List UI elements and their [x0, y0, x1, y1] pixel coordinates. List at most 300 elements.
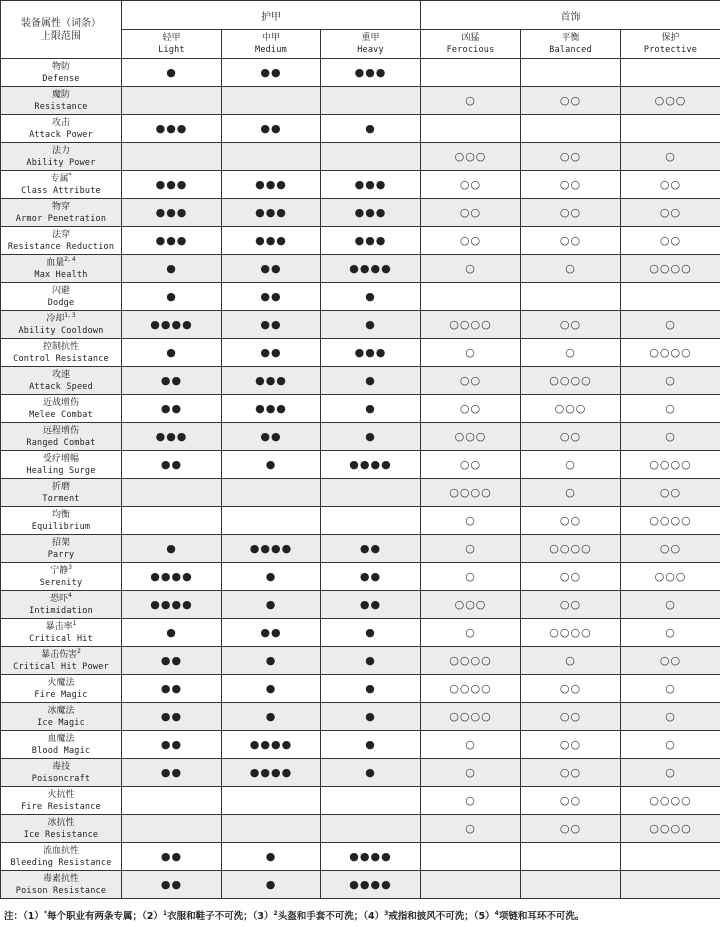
accessory-rating-cell: ○○○○ — [621, 787, 720, 815]
accessory-rating-cell: ○○ — [521, 507, 621, 535]
column-header-protective — [621, 30, 720, 59]
attribute-name-cn — [1, 397, 121, 409]
attribute-name-cell — [1, 59, 122, 87]
column-header-balanced — [521, 30, 621, 59]
armor-rating-cell: ●● — [222, 115, 321, 143]
armor-rating-cell: ●●● — [321, 227, 421, 255]
accessory-rating-cell — [521, 843, 621, 871]
attribute-name-en: Ice Magic — [37, 717, 85, 728]
attribute-name-cn — [1, 537, 121, 549]
footnote — [0, 899, 720, 922]
accessory-rating-cell: ○○○○ — [621, 255, 720, 283]
armor-rating-cell — [321, 479, 421, 507]
attribute-name-cell — [1, 675, 122, 703]
attribute-name-en: Dodge — [47, 297, 75, 308]
table-row — [1, 731, 720, 759]
attribute-cn-text: 法穿 — [51, 229, 70, 240]
accessory-rating-cell: ○ — [621, 395, 720, 423]
footnote-marker: 2 — [273, 909, 278, 917]
armor-rating-cell: ●● — [122, 871, 222, 899]
armor-rating-cell: ● — [321, 283, 421, 311]
column-header-medium — [222, 30, 321, 59]
accessory-rating-cell — [621, 843, 720, 871]
attribute-name-cell — [1, 703, 122, 731]
armor-rating-cell — [222, 787, 321, 815]
armor-rating-cell: ●● — [122, 843, 222, 871]
attribute-name-en: Ranged Combat — [26, 437, 96, 448]
table-row — [1, 255, 720, 283]
armor-rating-cell: ● — [321, 703, 421, 731]
attribute-cn-text: 毒素抗性 — [42, 873, 79, 884]
accessory-rating-cell: ○○○ — [421, 143, 521, 171]
attribute-name-cell — [1, 731, 122, 759]
attribute-name-cn — [1, 453, 121, 465]
accessory-rating-cell: ○ — [421, 255, 521, 283]
footnote-number: （2） — [142, 911, 163, 922]
column-header-ferocious — [421, 30, 521, 59]
armor-rating-cell: ●●● — [122, 227, 222, 255]
armor-rating-cell: ●●● — [321, 59, 421, 87]
table-row — [1, 591, 720, 619]
attribute-name-cell — [1, 339, 122, 367]
accessory-rating-cell — [421, 871, 521, 899]
attribute-cn-text: 血量 — [46, 257, 65, 268]
armor-rating-cell: ●●● — [321, 171, 421, 199]
accessory-rating-cell: ○○○ — [621, 563, 720, 591]
armor-rating-cell: ● — [222, 871, 321, 899]
corner-line-1: 装备属性（词条） — [21, 17, 101, 29]
column-header-en: Medium — [255, 45, 287, 55]
armor-rating-cell: ●●●● — [321, 871, 421, 899]
accessory-rating-cell: ○○ — [521, 675, 621, 703]
accessory-rating-cell: ○○○○ — [521, 619, 621, 647]
accessory-rating-cell: ○○ — [521, 87, 621, 115]
attribute-name-en: Critical Hit Power — [13, 661, 109, 672]
accessory-rating-cell: ○○○○ — [521, 535, 621, 563]
table-row — [1, 367, 720, 395]
armor-rating-cell — [321, 87, 421, 115]
attribute-cn-text: 均衡 — [51, 509, 70, 520]
footnote-marker: * — [43, 909, 48, 917]
footnote-marker: 2, 4 — [64, 255, 76, 263]
accessory-rating-cell: ○ — [421, 87, 521, 115]
attribute-name-cn — [1, 733, 121, 745]
armor-rating-cell — [122, 143, 222, 171]
column-header-cn: 平衡 — [561, 33, 580, 43]
attribute-name-cell — [1, 87, 122, 115]
accessory-rating-cell: ○○○○ — [621, 451, 720, 479]
attribute-name-en: Ice Resistance — [23, 829, 99, 840]
armor-rating-cell: ● — [321, 395, 421, 423]
armor-rating-cell: ●● — [321, 535, 421, 563]
accessory-rating-cell: ○○○○ — [421, 311, 521, 339]
armor-rating-cell: ●● — [122, 703, 222, 731]
accessory-rating-cell: ○○○○ — [621, 507, 720, 535]
accessory-rating-cell: ○○ — [621, 647, 720, 675]
attribute-name-cell — [1, 619, 122, 647]
table-row — [1, 143, 720, 171]
attribute-name-cn — [1, 313, 121, 325]
accessory-rating-cell: ○○○ — [621, 87, 720, 115]
column-header-en: Light — [158, 45, 185, 55]
footnote-marker: * — [68, 171, 72, 179]
accessory-rating-cell: ○○○ — [421, 423, 521, 451]
attribute-name-cell — [1, 395, 122, 423]
armor-rating-cell: ●●●● — [321, 451, 421, 479]
accessory-rating-cell: ○○ — [421, 367, 521, 395]
accessory-rating-cell — [421, 283, 521, 311]
attribute-name-cn — [1, 369, 121, 381]
armor-rating-cell — [122, 507, 222, 535]
armor-rating-cell: ●● — [222, 423, 321, 451]
armor-rating-cell — [222, 507, 321, 535]
armor-rating-cell: ●● — [122, 451, 222, 479]
attribute-name-en: Serenity — [39, 577, 83, 588]
column-header-en: Heavy — [357, 45, 384, 55]
accessory-rating-cell: ○ — [521, 255, 621, 283]
footnote-number: （4） — [363, 911, 385, 922]
footnote-text: 戒指和披风不可洗； — [388, 911, 474, 922]
armor-rating-cell: ● — [222, 563, 321, 591]
table-row — [1, 647, 720, 675]
accessory-rating-cell — [521, 283, 621, 311]
armor-rating-cell: ●●● — [321, 199, 421, 227]
table-row — [1, 675, 720, 703]
accessory-rating-cell: ○ — [621, 619, 720, 647]
armor-rating-cell: ●● — [222, 255, 321, 283]
attribute-cn-text: 毒技 — [51, 761, 70, 772]
armor-rating-cell: ●●● — [222, 171, 321, 199]
attribute-name-en: Fire Resistance — [21, 801, 101, 812]
attribute-name-cn — [1, 285, 121, 297]
armor-rating-cell: ● — [321, 619, 421, 647]
accessory-rating-cell: ○○ — [421, 171, 521, 199]
attribute-name-cell — [1, 843, 122, 871]
armor-rating-cell: ●●●● — [222, 731, 321, 759]
table-row — [1, 815, 720, 843]
footnote-marker: 2 — [77, 647, 81, 655]
armor-rating-cell: ●● — [122, 675, 222, 703]
footnote-marker: 3 — [384, 909, 389, 917]
attribute-name-en: Healing Surge — [26, 465, 96, 476]
accessory-rating-cell — [621, 283, 720, 311]
accessory-rating-cell: ○○ — [521, 199, 621, 227]
armor-rating-cell: ●●● — [222, 199, 321, 227]
armor-rating-cell: ●● — [122, 395, 222, 423]
accessory-rating-cell: ○○ — [421, 227, 521, 255]
accessory-rating-cell — [421, 59, 521, 87]
attribute-name-cn — [1, 201, 121, 213]
footnote-prefix: 注： — [4, 911, 24, 922]
armor-rating-cell: ●●● — [122, 171, 222, 199]
attribute-name-cell — [1, 171, 122, 199]
accessory-rating-cell: ○○○○ — [621, 815, 720, 843]
armor-rating-cell: ●●● — [321, 339, 421, 367]
armor-rating-cell: ● — [222, 451, 321, 479]
attribute-cn-text: 法力 — [51, 145, 70, 156]
table-row — [1, 311, 720, 339]
accessory-rating-cell: ○ — [421, 815, 521, 843]
armor-rating-cell: ●● — [122, 647, 222, 675]
footnote-text: 项链和耳环不可洗。 — [498, 911, 585, 922]
footnote-text: 衣服和鞋子不可洗； — [167, 911, 253, 922]
accessory-rating-cell: ○ — [621, 675, 720, 703]
accessory-rating-cell: ○○○○ — [421, 479, 521, 507]
accessory-rating-cell: ○ — [421, 535, 521, 563]
accessory-rating-cell: ○ — [421, 787, 521, 815]
armor-rating-cell — [321, 815, 421, 843]
accessory-rating-cell: ○ — [521, 451, 621, 479]
attribute-name-cell — [1, 787, 122, 815]
accessory-rating-cell: ○○ — [421, 395, 521, 423]
attribute-name-cn — [1, 229, 121, 241]
armor-rating-cell: ●●● — [222, 367, 321, 395]
corner-header — [1, 1, 122, 59]
footnote-text: 每个职业有两条专属； — [47, 911, 143, 922]
attribute-name-en: Fire Magic — [34, 689, 88, 700]
armor-rating-cell: ● — [321, 759, 421, 787]
attribute-name-en: Control Resistance — [13, 353, 109, 364]
attribute-name-cell — [1, 451, 122, 479]
table-row — [1, 115, 720, 143]
attribute-name-cell — [1, 283, 122, 311]
armor-rating-cell: ● — [122, 283, 222, 311]
armor-rating-cell — [222, 479, 321, 507]
footnote-marker: 1, 3 — [64, 311, 76, 319]
accessory-rating-cell — [621, 115, 720, 143]
accessory-rating-cell: ○○ — [521, 311, 621, 339]
table-row — [1, 843, 720, 871]
table-row — [1, 423, 720, 451]
accessory-rating-cell — [421, 115, 521, 143]
attribute-name-cell — [1, 647, 122, 675]
attribute-name-en: Critical Hit — [29, 633, 93, 644]
attribute-name-cell — [1, 143, 122, 171]
table-row — [1, 59, 720, 87]
attribute-cn-text: 闪避 — [51, 285, 70, 296]
column-header-light — [122, 30, 222, 59]
attribute-name-en: Bleeding Resistance — [10, 857, 112, 868]
attribute-cn-text: 控制抗性 — [42, 341, 79, 352]
accessory-rating-cell: ○ — [421, 759, 521, 787]
armor-rating-cell: ●●● — [122, 115, 222, 143]
attribute-cn-text: 折磨 — [51, 481, 70, 492]
accessory-rating-cell: ○ — [621, 591, 720, 619]
attribute-cn-text: 暴击伤害 — [41, 649, 78, 660]
armor-rating-cell: ● — [321, 115, 421, 143]
attribute-name-cell — [1, 563, 122, 591]
attribute-name-en: Poisoncraft — [31, 773, 91, 784]
attribute-name-en: Poison Resistance — [15, 885, 107, 896]
attribute-cn-text: 流血抗性 — [42, 845, 79, 856]
armor-rating-cell: ● — [321, 675, 421, 703]
armor-rating-cell: ●●●● — [122, 311, 222, 339]
attribute-name-en: Parry — [47, 549, 75, 560]
attribute-name-cn — [1, 117, 121, 129]
accessory-rating-cell: ○ — [421, 507, 521, 535]
attribute-cn-text: 魔防 — [51, 89, 70, 100]
attribute-name-en: Resistance Reduction — [7, 241, 115, 252]
accessory-rating-cell: ○○ — [621, 199, 720, 227]
accessory-rating-cell: ○○ — [621, 171, 720, 199]
table-row — [1, 227, 720, 255]
armor-rating-cell: ●● — [222, 283, 321, 311]
accessory-rating-cell: ○ — [421, 563, 521, 591]
armor-rating-cell: ● — [321, 647, 421, 675]
attribute-name-cn — [1, 761, 121, 773]
table-row — [1, 87, 720, 115]
accessory-rating-cell: ○○ — [521, 563, 621, 591]
attribute-name-cn — [1, 705, 121, 717]
attribute-cn-text: 招架 — [51, 537, 70, 548]
attribute-name-en: Attack Power — [29, 129, 93, 140]
footnote-marker: 4 — [68, 591, 72, 599]
armor-rating-cell: ●●●● — [321, 843, 421, 871]
attribute-name-cell — [1, 871, 122, 899]
accessory-rating-cell — [621, 871, 720, 899]
footnote-number: （3） — [252, 911, 274, 922]
armor-rating-cell: ● — [122, 619, 222, 647]
attribute-name-cn — [1, 649, 121, 661]
table-row — [1, 339, 720, 367]
attribute-name-cn — [1, 173, 121, 185]
accessory-rating-cell: ○○ — [421, 451, 521, 479]
table-row — [1, 563, 720, 591]
attribute-name-en: Ability Power — [26, 157, 96, 168]
attribute-name-cn — [1, 89, 121, 101]
accessory-rating-cell: ○○○○ — [521, 367, 621, 395]
attribute-cn-text: 攻速 — [51, 369, 70, 380]
accessory-rating-cell — [521, 871, 621, 899]
accessory-rating-cell: ○ — [421, 731, 521, 759]
attribute-name-en: Equilibrium — [31, 521, 91, 532]
table-row — [1, 787, 720, 815]
attribute-name-en: Ability Cooldown — [18, 325, 104, 336]
accessory-rating-cell: ○○ — [521, 143, 621, 171]
armor-rating-cell: ●●●● — [222, 759, 321, 787]
attribute-name-cn — [1, 257, 121, 269]
armor-rating-cell: ● — [222, 843, 321, 871]
attribute-name-en: Class Attribute — [21, 185, 101, 196]
accessory-rating-cell: ○○○○ — [621, 339, 720, 367]
footnote-marker: 1 — [72, 619, 77, 627]
armor-rating-cell: ●● — [321, 563, 421, 591]
armor-rating-cell — [222, 815, 321, 843]
attribute-name-en: Max Health — [34, 269, 88, 280]
armor-rating-cell — [321, 507, 421, 535]
footnote-marker: 3 — [68, 563, 72, 571]
attribute-name-cn — [1, 481, 121, 493]
accessory-rating-cell: ○○ — [521, 227, 621, 255]
armor-rating-cell: ●● — [122, 367, 222, 395]
column-header-en: Balanced — [549, 45, 592, 55]
armor-rating-cell: ● — [122, 255, 222, 283]
attribute-name-cell — [1, 227, 122, 255]
table-row — [1, 283, 720, 311]
attribute-cn-text: 宁静 — [50, 565, 69, 576]
accessory-rating-cell: ○ — [621, 311, 720, 339]
table-row — [1, 759, 720, 787]
accessory-rating-cell: ○ — [621, 759, 720, 787]
table-row — [1, 395, 720, 423]
armor-rating-cell: ●●●● — [222, 535, 321, 563]
attribute-name-cn — [1, 341, 121, 353]
column-header-cn: 凶猛 — [461, 33, 480, 43]
attribute-cn-text: 攻击 — [51, 117, 70, 128]
corner-line-2: 上限范围 — [41, 30, 81, 42]
table-row — [1, 871, 720, 899]
column-header-cn: 中甲 — [261, 33, 280, 43]
armor-rating-cell — [321, 787, 421, 815]
armor-rating-cell: ● — [222, 591, 321, 619]
attribute-name-cn — [1, 845, 121, 857]
armor-rating-cell: ●● — [122, 731, 222, 759]
armor-rating-cell: ● — [222, 647, 321, 675]
accessory-rating-cell: ○ — [621, 423, 720, 451]
accessory-rating-cell: ○○○○ — [421, 703, 521, 731]
attribute-name-cn — [1, 817, 121, 829]
column-header-cn: 重甲 — [361, 33, 380, 43]
armor-rating-cell: ● — [122, 339, 222, 367]
armor-rating-cell — [321, 143, 421, 171]
accessory-rating-cell: ○○○ — [421, 591, 521, 619]
armor-rating-cell — [222, 87, 321, 115]
accessory-rating-cell: ○○ — [621, 535, 720, 563]
armor-rating-cell: ● — [321, 423, 421, 451]
attribute-name-cell — [1, 311, 122, 339]
attribute-cn-text: 冰抗性 — [47, 817, 75, 828]
attribute-name-en: Resistance — [34, 101, 88, 112]
column-header-cn: 保护 — [661, 33, 680, 43]
accessory-rating-cell: ○ — [621, 367, 720, 395]
attribute-name-cell — [1, 759, 122, 787]
attribute-cn-text: 远程增伤 — [42, 425, 79, 436]
table-row — [1, 507, 720, 535]
attribute-name-cn — [1, 145, 121, 157]
attribute-name-cell — [1, 815, 122, 843]
attribute-name-en: Torment — [42, 493, 80, 504]
accessory-rating-cell: ○○ — [521, 815, 621, 843]
attribute-cn-text: 专属 — [50, 173, 69, 184]
attribute-name-cell — [1, 115, 122, 143]
table-row — [1, 199, 720, 227]
armor-rating-cell: ●●● — [222, 227, 321, 255]
attribute-cn-text: 暴击率 — [45, 621, 73, 632]
accessory-rating-cell: ○○ — [521, 759, 621, 787]
attribute-name-cn — [1, 61, 121, 73]
attribute-name-en: Attack Speed — [29, 381, 93, 392]
accessory-rating-cell: ○○ — [421, 199, 521, 227]
accessory-rating-cell: ○○ — [521, 423, 621, 451]
accessory-rating-cell: ○ — [521, 339, 621, 367]
attribute-name-cn — [1, 425, 121, 437]
attribute-name-cn — [1, 677, 121, 689]
accessory-rating-cell: ○○ — [521, 591, 621, 619]
attribute-name-cn — [1, 593, 121, 605]
armor-rating-cell: ●● — [321, 591, 421, 619]
attribute-cn-text: 火魔法 — [47, 677, 75, 688]
attribute-cn-text: 物穿 — [51, 201, 70, 212]
armor-rating-cell: ● — [122, 59, 222, 87]
table-row — [1, 171, 720, 199]
attribute-cn-text: 受疗增幅 — [42, 453, 79, 464]
column-header-en: Ferocious — [446, 45, 495, 55]
armor-rating-cell: ●● — [222, 59, 321, 87]
armor-rating-cell — [122, 787, 222, 815]
attribute-cn-text: 近战增伤 — [42, 397, 79, 408]
accessory-rating-cell: ○ — [621, 731, 720, 759]
armor-rating-cell: ● — [321, 367, 421, 395]
